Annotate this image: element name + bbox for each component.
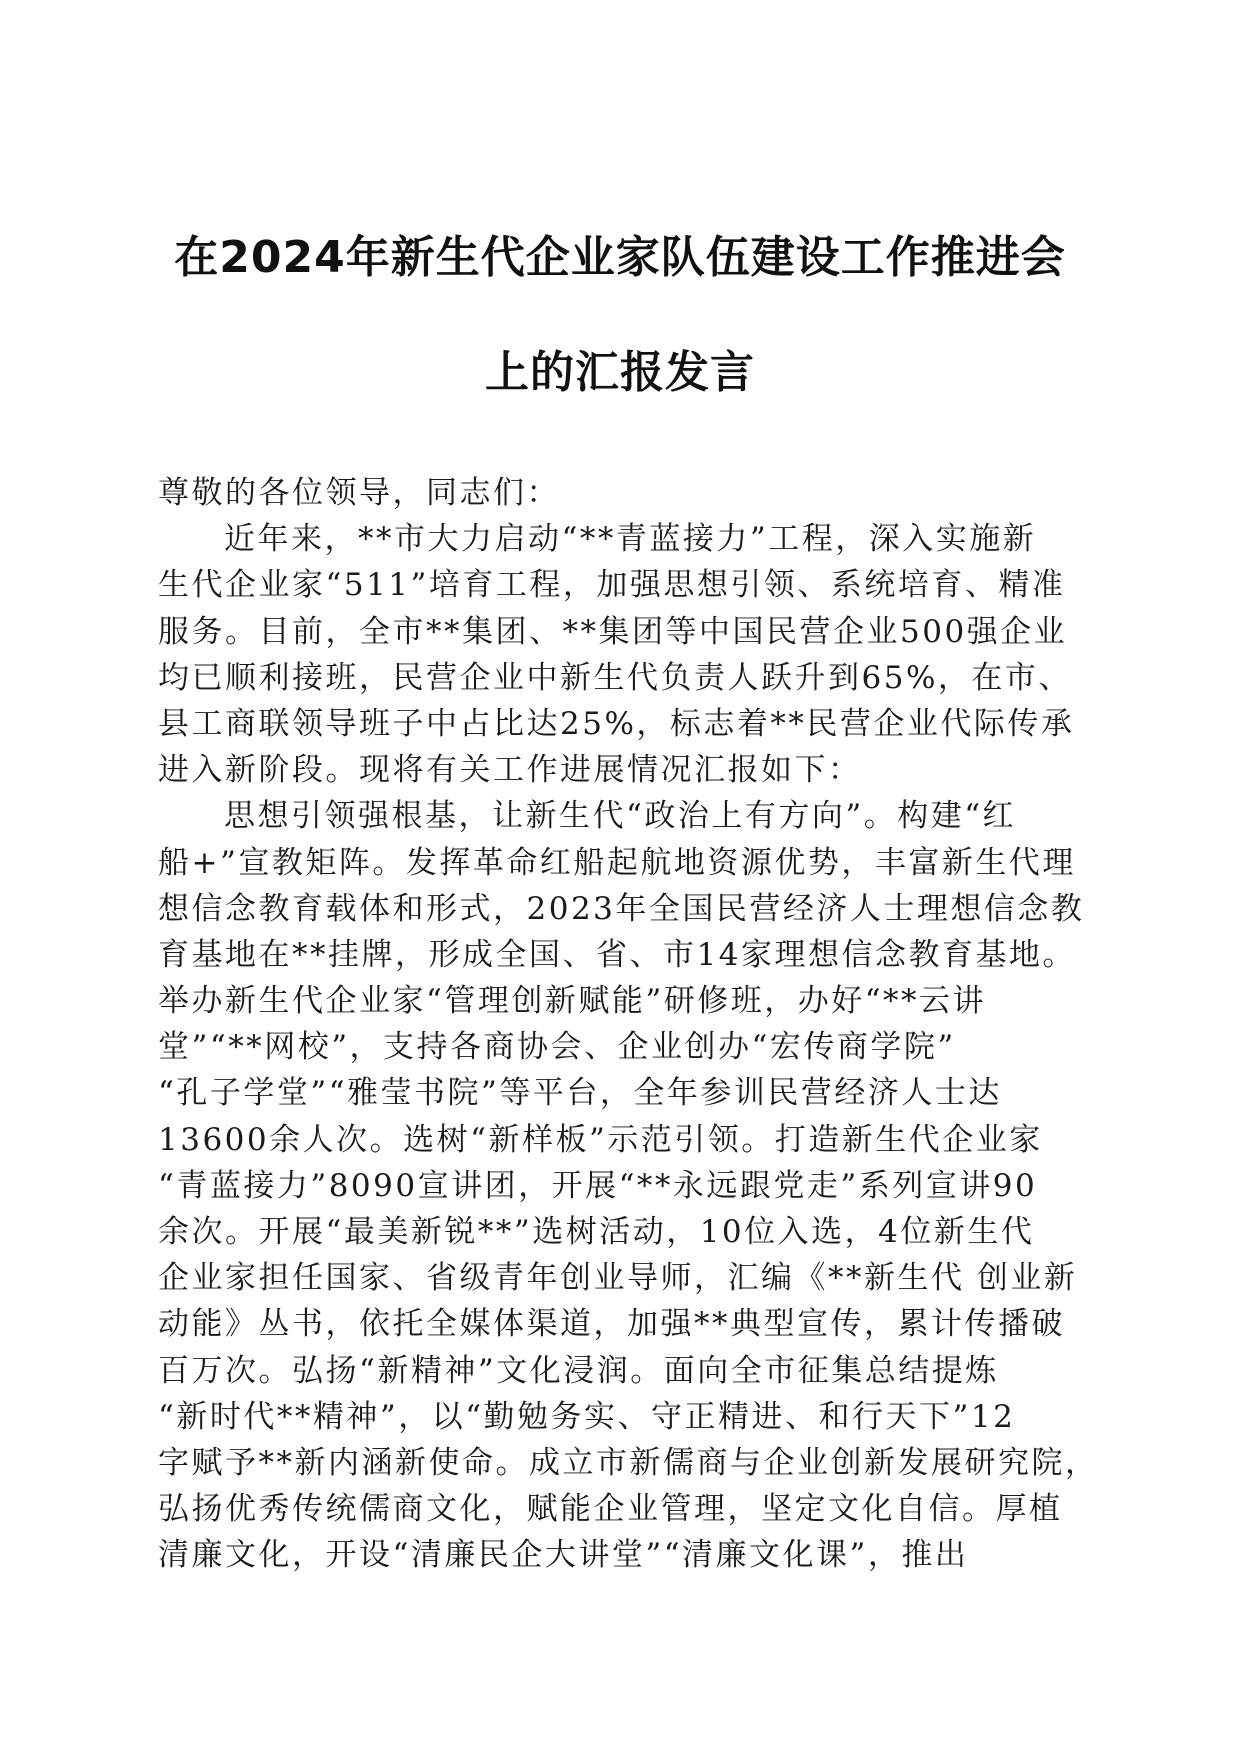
text-line: 育基地在**挂牌，形成全国、省、市14家理想信念教育基地。: [158, 936, 1076, 973]
text-line: “孔子学堂”“雅莹书院”等平台，全年参训民营经济人士达: [158, 1075, 1002, 1112]
text-line: 堂”“**网校”，支持各商协会、企业创办“宏传商学院”: [158, 1029, 956, 1066]
text-line: “新时代**精神”，以“勤勉务实、守正精进、和行天下”12: [158, 1398, 1016, 1435]
text-line: 均已顺利接班，民营企业中新生代负责人跃升到65%，在市、: [158, 659, 1072, 696]
text-line: 县工商联领导班子中占比达25%，标志着**民营企业代际传承: [158, 705, 1075, 742]
text-line: 13600余人次。选树“新样板”示范引领。打造新生代企业家: [158, 1121, 1043, 1158]
text-line: 百万次。弘扬“新精神”文化浸润。面向全市征集总结提炼: [158, 1352, 999, 1389]
text-line: 企业家担任国家、省级青年创业导师，汇编《**新生代 创业新: [158, 1260, 1078, 1297]
text-line: 服务。目前，全市**集团、**集团等中国民营企业500强企业: [158, 613, 1068, 650]
text-line: 想信念教育载体和形式，2023年全国民营经济人士理想信念教: [158, 890, 1085, 927]
text-line: 船+”宣教矩阵。发挥革命红船起航地资源优势，丰富新生代理: [158, 844, 1076, 881]
text-line: 余次。开展“最美新锐**”选树活动，10位入选，4位新生代: [158, 1214, 1035, 1250]
document-title-line-2: 上的汇报发言: [485, 347, 755, 398]
text-line: 弘扬优秀传统儒商文化，赋能企业管理，坚定文化自信。厚植: [158, 1491, 1063, 1528]
text-line: 思想引领强根基，让新生代“政治上有方向”。构建“红: [224, 798, 1017, 835]
text-line: 清廉文化，开设“清廉民企大讲堂”“清廉文化课”，推出: [158, 1537, 969, 1574]
text-line: 字赋予**新内涵新使命。成立市新儒商与企业创新发展研究院，: [158, 1444, 1099, 1481]
text-line: 进入新阶段。现将有关工作进展情况汇报如下：: [158, 752, 862, 789]
text-line: “青蓝接力”8090宣讲团，开展“**永远跟党走”系列宣讲90: [158, 1167, 1038, 1204]
text-line: 生代企业家“511”培育工程，加强思想引领、系统培育、精准: [158, 567, 1066, 604]
document-body: [158, 470, 1099, 1579]
text-line: 动能》丛书，依托全媒体渠道，加强**典型宣传，累计传播破: [158, 1306, 1065, 1343]
text-line: 近年来，**市大力启动“**青蓝接力”工程，深入实施新: [224, 521, 1037, 558]
salutation-line: 尊敬的各位领导，同志们：: [158, 475, 560, 511]
document-title-line-1: 在2024年新生代企业家队伍建设工作推进会: [174, 232, 1066, 283]
text-line: 举办新生代企业家“管理创新赋能”研修班，办好“**云讲: [158, 983, 987, 1020]
